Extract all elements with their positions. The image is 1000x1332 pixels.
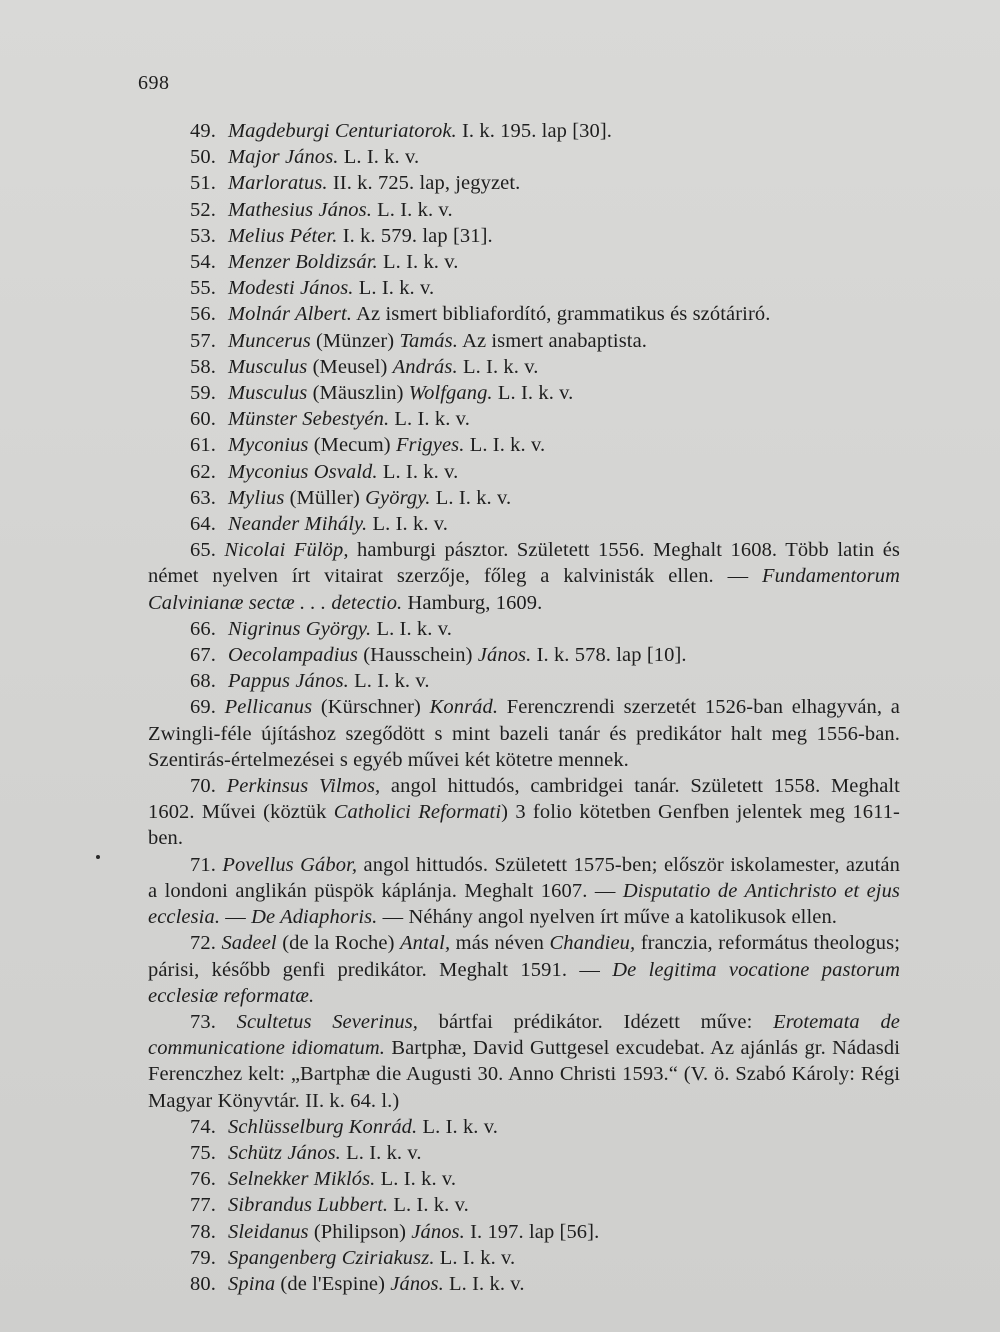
- list-item: 67. Oecolampadius (Hausschein) János. I. k. 578. lap [10].: [190, 644, 687, 667]
- list-item: 64. Neander Mihály. L. I. k. v.: [190, 513, 449, 536]
- list-item: 73. Scultetus Severinus, bártfai prédikátor. Idézett műve: Erotemata de communicatione idiomatum. Bartphæ, David Guttgesel excudebat. Az ajánlás gr. Nádasdi Ferenczhez kelt: „Bartphæ die Augusti 30. Anno Christi 1593.“ (V. ö. Szabó Károly: Régi Magyar Könyvtár. II. k. 64. l.): [148, 1010, 900, 1112]
- list-item: 50. Major János. L. I. k. v.: [190, 146, 420, 169]
- list-item: 75. Schütz János. L. I. k. v.: [190, 1141, 422, 1164]
- list-item: 80. Spina (de l'Espine) János. L. I. k. v.: [190, 1272, 525, 1295]
- page-number: 698: [138, 72, 170, 94]
- list-item: 52. Mathesius János. L. I. k. v.: [190, 198, 453, 221]
- list-item: 56. Molnár Albert. Az ismert bibliafordító, grammatikus és szótáriró.: [190, 303, 771, 326]
- list-item: 70. Perkinsus Vilmos, angol hittudós, cambridgei tanár. Született 1558. Meghalt 1602. Művei (köztük Catholici Reformati) 3 folio kötetben Genfben jelentek meg 1611-ben.: [148, 775, 900, 850]
- list-item: 55. Modesti János. L. I. k. v.: [190, 277, 435, 300]
- list-item: 57. Muncerus (Münzer) Tamás. Az ismert anabaptista.: [190, 329, 647, 352]
- list-item: 69. Pellicanus (Kürschner) Konrád. Ferenczrendi szerzetét 1526-ban elhagyván, a Zwingli-féle újításhoz szegődött s mint bazeli tanár és predikátor halt meg 1556-ban. Szentirás-értelmezései s egyéb művei két kötetre mennek.: [148, 696, 900, 771]
- list-item: 76. Selnekker Miklós. L. I. k. v.: [190, 1168, 457, 1191]
- list-item: 49. Magdeburgi Centuriatorok. I. k. 195. lap [30].: [190, 120, 612, 142]
- list-item: 54. Menzer Boldizsár. L. I. k. v.: [190, 251, 459, 274]
- list-item: 53. Melius Péter. I. k. 579. lap [31].: [190, 224, 493, 247]
- list-item: 58. Musculus (Meusel) András. L. I. k. v.: [190, 355, 539, 378]
- ink-speck: [96, 855, 100, 859]
- list-item: 68. Pappus János. L. I. k. v.: [190, 670, 430, 693]
- list-item: 79. Spangenberg Cziriakusz. L. I. k. v.: [190, 1246, 516, 1269]
- list-item: 77. Sibrandus Lubbert. L. I. k. v.: [190, 1194, 469, 1217]
- list-item: 62. Myconius Osvald. L. I. k. v.: [190, 460, 459, 483]
- list-item: 66. Nigrinus György. L. I. k. v.: [190, 617, 452, 640]
- entry-list: [148, 118, 900, 1297]
- list-item: 61. Myconius (Mecum) Frigyes. L. I. k. v.: [190, 434, 546, 457]
- list-item: 59. Musculus (Mäuszlin) Wolfgang. L. I. k. v.: [190, 382, 574, 405]
- list-item: 60. Münster Sebestyén. L. I. k. v.: [190, 408, 470, 431]
- list-item: 74. Schlüsselburg Konrád. L. I. k. v.: [190, 1115, 498, 1138]
- list-item: 63. Mylius (Müller) György. L. I. k. v.: [190, 486, 512, 509]
- list-item: 71. Povellus Gábor, angol hittudós. Született 1575-ben; először iskolamester, azután a londoni anglikán püspök káplánja. Meghalt 1607. — Disputatio de Antichristo et ejus ecclesia. — De Adiaphoris. — Néhány angol nyelven írt műve a katolikusok ellen.: [148, 853, 900, 929]
- list-item: 65. Nicolai Fülöp, hamburgi pásztor. Született 1556. Meghalt 1608. Több latin és német nyelven írt vitairat szerzője, főleg a kalvinisták ellen. — Fundamentorum Calvinianæ sectæ . . . detectio. Hamburg, 1609.: [148, 539, 900, 614]
- list-item: 78. Sleidanus (Philipson) János. I. 197. lap [56].: [190, 1220, 600, 1243]
- list-item: 72. Sadeel (de la Roche) Antal, más néven Chandieu, franczia, református theologus; párisi, később genfi predikátor. Meghalt 1591. — De legitima vocatione pastorum ecclesiæ reformatæ.: [148, 932, 900, 1007]
- list-item: 51. Marloratus. II. k. 725. lap, jegyzet.: [190, 172, 521, 195]
